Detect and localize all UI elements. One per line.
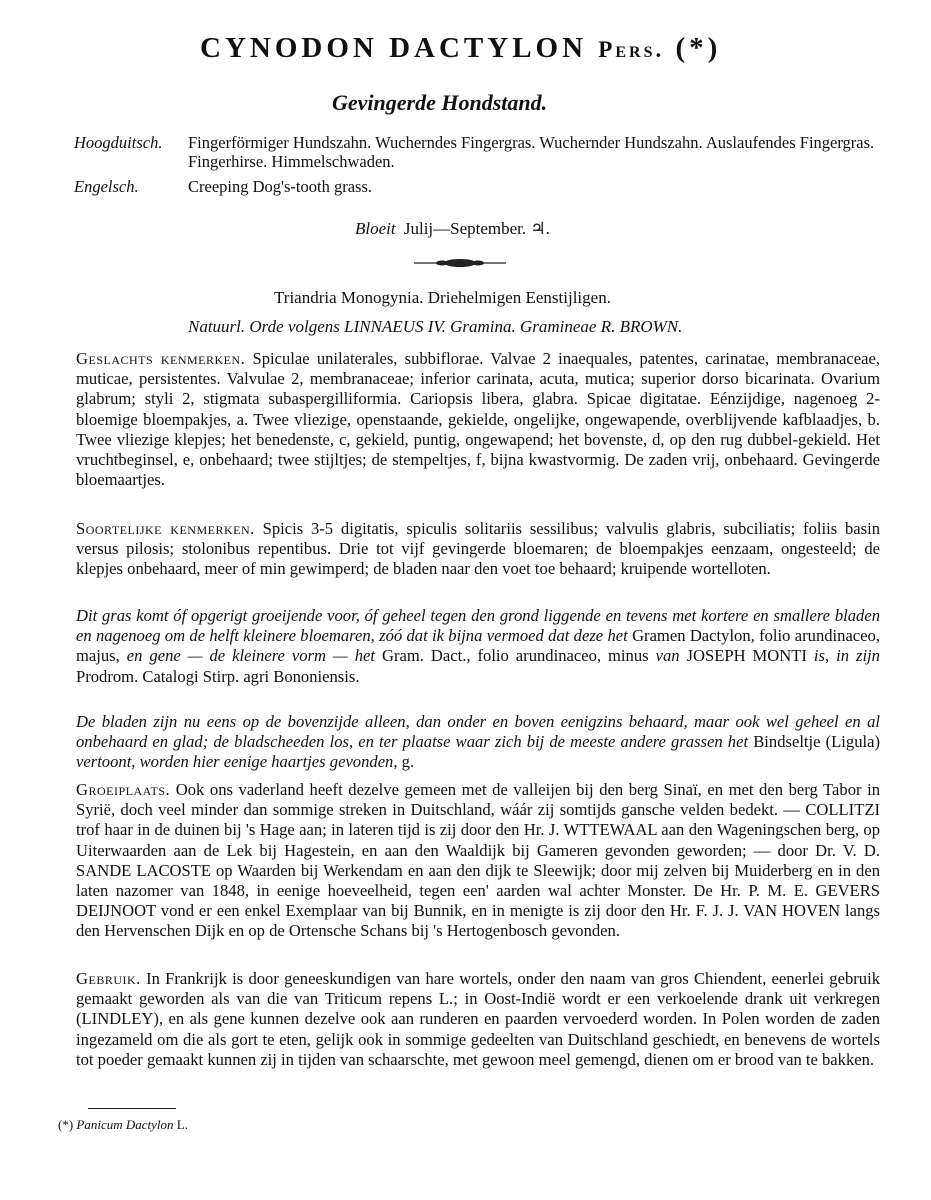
usage-section (76, 969, 880, 1070)
note-text: van (655, 646, 680, 666)
variety-note (76, 606, 880, 687)
note-text: is, in zijn (813, 646, 880, 666)
translation-text: Creeping Dog's-tooth grass. (188, 177, 372, 196)
ornament-divider (412, 256, 508, 270)
section-heading: Gebruik. (76, 969, 141, 988)
section-heading: Groeiplaats. (76, 780, 171, 799)
translation-lang: Hoogduitsch. (74, 133, 163, 152)
perennial-symbol: ♃. (530, 219, 550, 238)
section-text: In Frankrijk is door geneeskundigen van hare wortels, onder den naam van gros Chiendent, eenerlei gebruik gemaakt geworden als van die van Triticum repens L.; in Oost-Indië wordt er een verkoelende drank uit verkregen (LINDLEY), en als gene kunnen dezelve ook aan runderen en paarden vervoederd worden. In Polen worden de zaden ingezameld om die als gort te eten, gelijk ook in sommige gedeelten van Duitschland geschiedt, en benevens de wortels tot poeder gemaakt kunnen zij in tijden van schaarschte, met gewoon meel gemengd, dienen om er brood van te bakken. (76, 969, 880, 1069)
dutch-name: Gevingerde Hondstand. (332, 90, 548, 115)
footnote (58, 1117, 188, 1133)
footnote-mark: (*) (58, 1117, 74, 1132)
note-citation: Gram. Dact., folio arundinaceo, minus (381, 646, 649, 666)
note-citation: Prodrom. Catalogi Stirp. agri Bononiensis. (76, 666, 360, 686)
note-citation: Gramen Dactylon, folio arundinaceo, majus, (76, 626, 880, 666)
species-characters (76, 519, 880, 580)
classification-natural: Natuurl. Orde volgens LINNAEUS IV. Gramina. Gramineae R. BROWN. (188, 317, 683, 336)
title-main: CYNODON DACTYLON (200, 32, 588, 64)
section-text: Ook ons vaderland heeft dezelve gemeen met de valleijen bij den berg Sinaï, en met den berg Tabor in Syrië, doch veel minder dan sommige streken in Duitschland, wáár zij somtijds gansche velden bedekt. — COLLITZI trof haar in de duinen bij 's Hage aan; in lateren tijd is zij door den Hr. J. WTTEWAAL aan den Wageningschen berg, op Uiterwaarden aan de Lek bij Hagestein, en aan den Waaldijk bij Gameren gevonden geworden; — door Dr. V. D. SANDE LACOSTE op Waarden bij Werkendam en aan den dijk te Sleewijk; door mij zelven bij Muiderberg en in den laten nazomer van 1848, in eenige hoeveelheid, tegen een' aarden wal achter Monster. De Hr. P. M. E. GEVERS DEIJNOOT vond er een enkel Exemplaar van bij Bunnik, en in menigte is zij door den Hr. F. J. J. VAN HOVEN langs den Hervenschen Dijk en op de Ortensche Schans bij 's Hertogenbosch gevonden. (76, 780, 881, 941)
bloom-months: Julij—September. (403, 219, 527, 238)
note-text: Dit gras komt óf opgerigt groeijende voor, óf geheel tegen den grond liggende en tevens met kortere en smallere bladen en nagenoeg om de helft kleinere bloemaren, zóó dat ik bijna vermoed dat deze het (76, 606, 880, 646)
title-note: (*) (675, 32, 722, 64)
habitat-section (76, 780, 880, 942)
translation-text: Fingerförmiger Hundszahn. Wucherndes Fingergras. Wuchernder Hundszahn. Auslaufendes Fingergras. Fingerhirse. Himmelschwaden. (188, 133, 875, 171)
classification-system: Triandria Monogynia. Driehelmigen Eenstijligen. (274, 288, 611, 307)
translation-german (74, 133, 878, 171)
note-term: Bindseltje (Ligula) (753, 732, 881, 752)
footnote-rule (88, 1108, 176, 1109)
bloom-label: Bloeit (355, 219, 396, 238)
page-title (200, 32, 721, 65)
section-text: Spiculae unilaterales, subbiflorae. Valvae 2 inaequales, patentes, carinatae, membranaceae, muticae, persistentes. Valvulae 2, membranaceae; inferior carinata, acuta, mutica; superior dorso bicarinata. Ovarium glabrum; styli 2, stigmata subaspergilliformia. Cariopsis libera, glabra. Spicae digitatae. Eénzijdige, nagenoeg 2-bloemige bloempakjes, a. Twee vliezige, openstaande, gekielde, ongelijke, ongewapende, overblijvende kafblaadjes, b. Twee vliezige klepjes; het benedenste, c, gekield, puntig, ongewapend; het bovenste, d, op den rug dubbel-gekield. Het vruchtbeginsel, e, onbehaard; twee stijltjes; de stempeltjes, f, bijna kwastvormig. De zaden vrij, onbehaard. Gevingerde bloemaartjes. (76, 349, 880, 490)
note-figure-ref: g. (401, 752, 415, 772)
note-text: vertoont, worden hier eenige haartjes gevonden, (76, 752, 398, 772)
translation-lang: Engelsch. (74, 177, 139, 196)
bloom-period (355, 219, 550, 239)
section-text: Spicis 3-5 digitatis, spiculis solitariis sessilibus; valvulis glabris, subciliatis; foliis basin versus pilosis; stolonibus repentibus. Drie tot vijf gevingerde bloemaren; de bloempakjes eenzaam, ongesteeld; de klepjes onbehaard, meer of min gewimperd; de bladen naar den voet toe behaard; kruipende wortelloten. (76, 519, 880, 579)
title-author: Pers. (598, 37, 665, 62)
note-text: De bladen zijn nu eens op de bovenzijde alleen, dan onder en boven eenigzins behaard, maar ook wel geheel en al onbehaard en glad; de bladscheeden los, en ter plaatse waar zich bij de meeste andere grassen het (76, 712, 880, 752)
footnote-text: Panicum Dactylon (76, 1117, 174, 1132)
section-heading: Geslachts kenmerken. (76, 349, 246, 368)
note-text: en gene — de kleinere vorm — het (126, 646, 375, 666)
translation-english (74, 177, 878, 197)
note-author: JOSEPH MONTI (686, 646, 807, 666)
section-heading: Soortelijke kenmerken. (76, 519, 255, 538)
footnote-author: L. (176, 1117, 188, 1132)
genus-characters (76, 349, 880, 490)
leaf-note (76, 712, 880, 773)
